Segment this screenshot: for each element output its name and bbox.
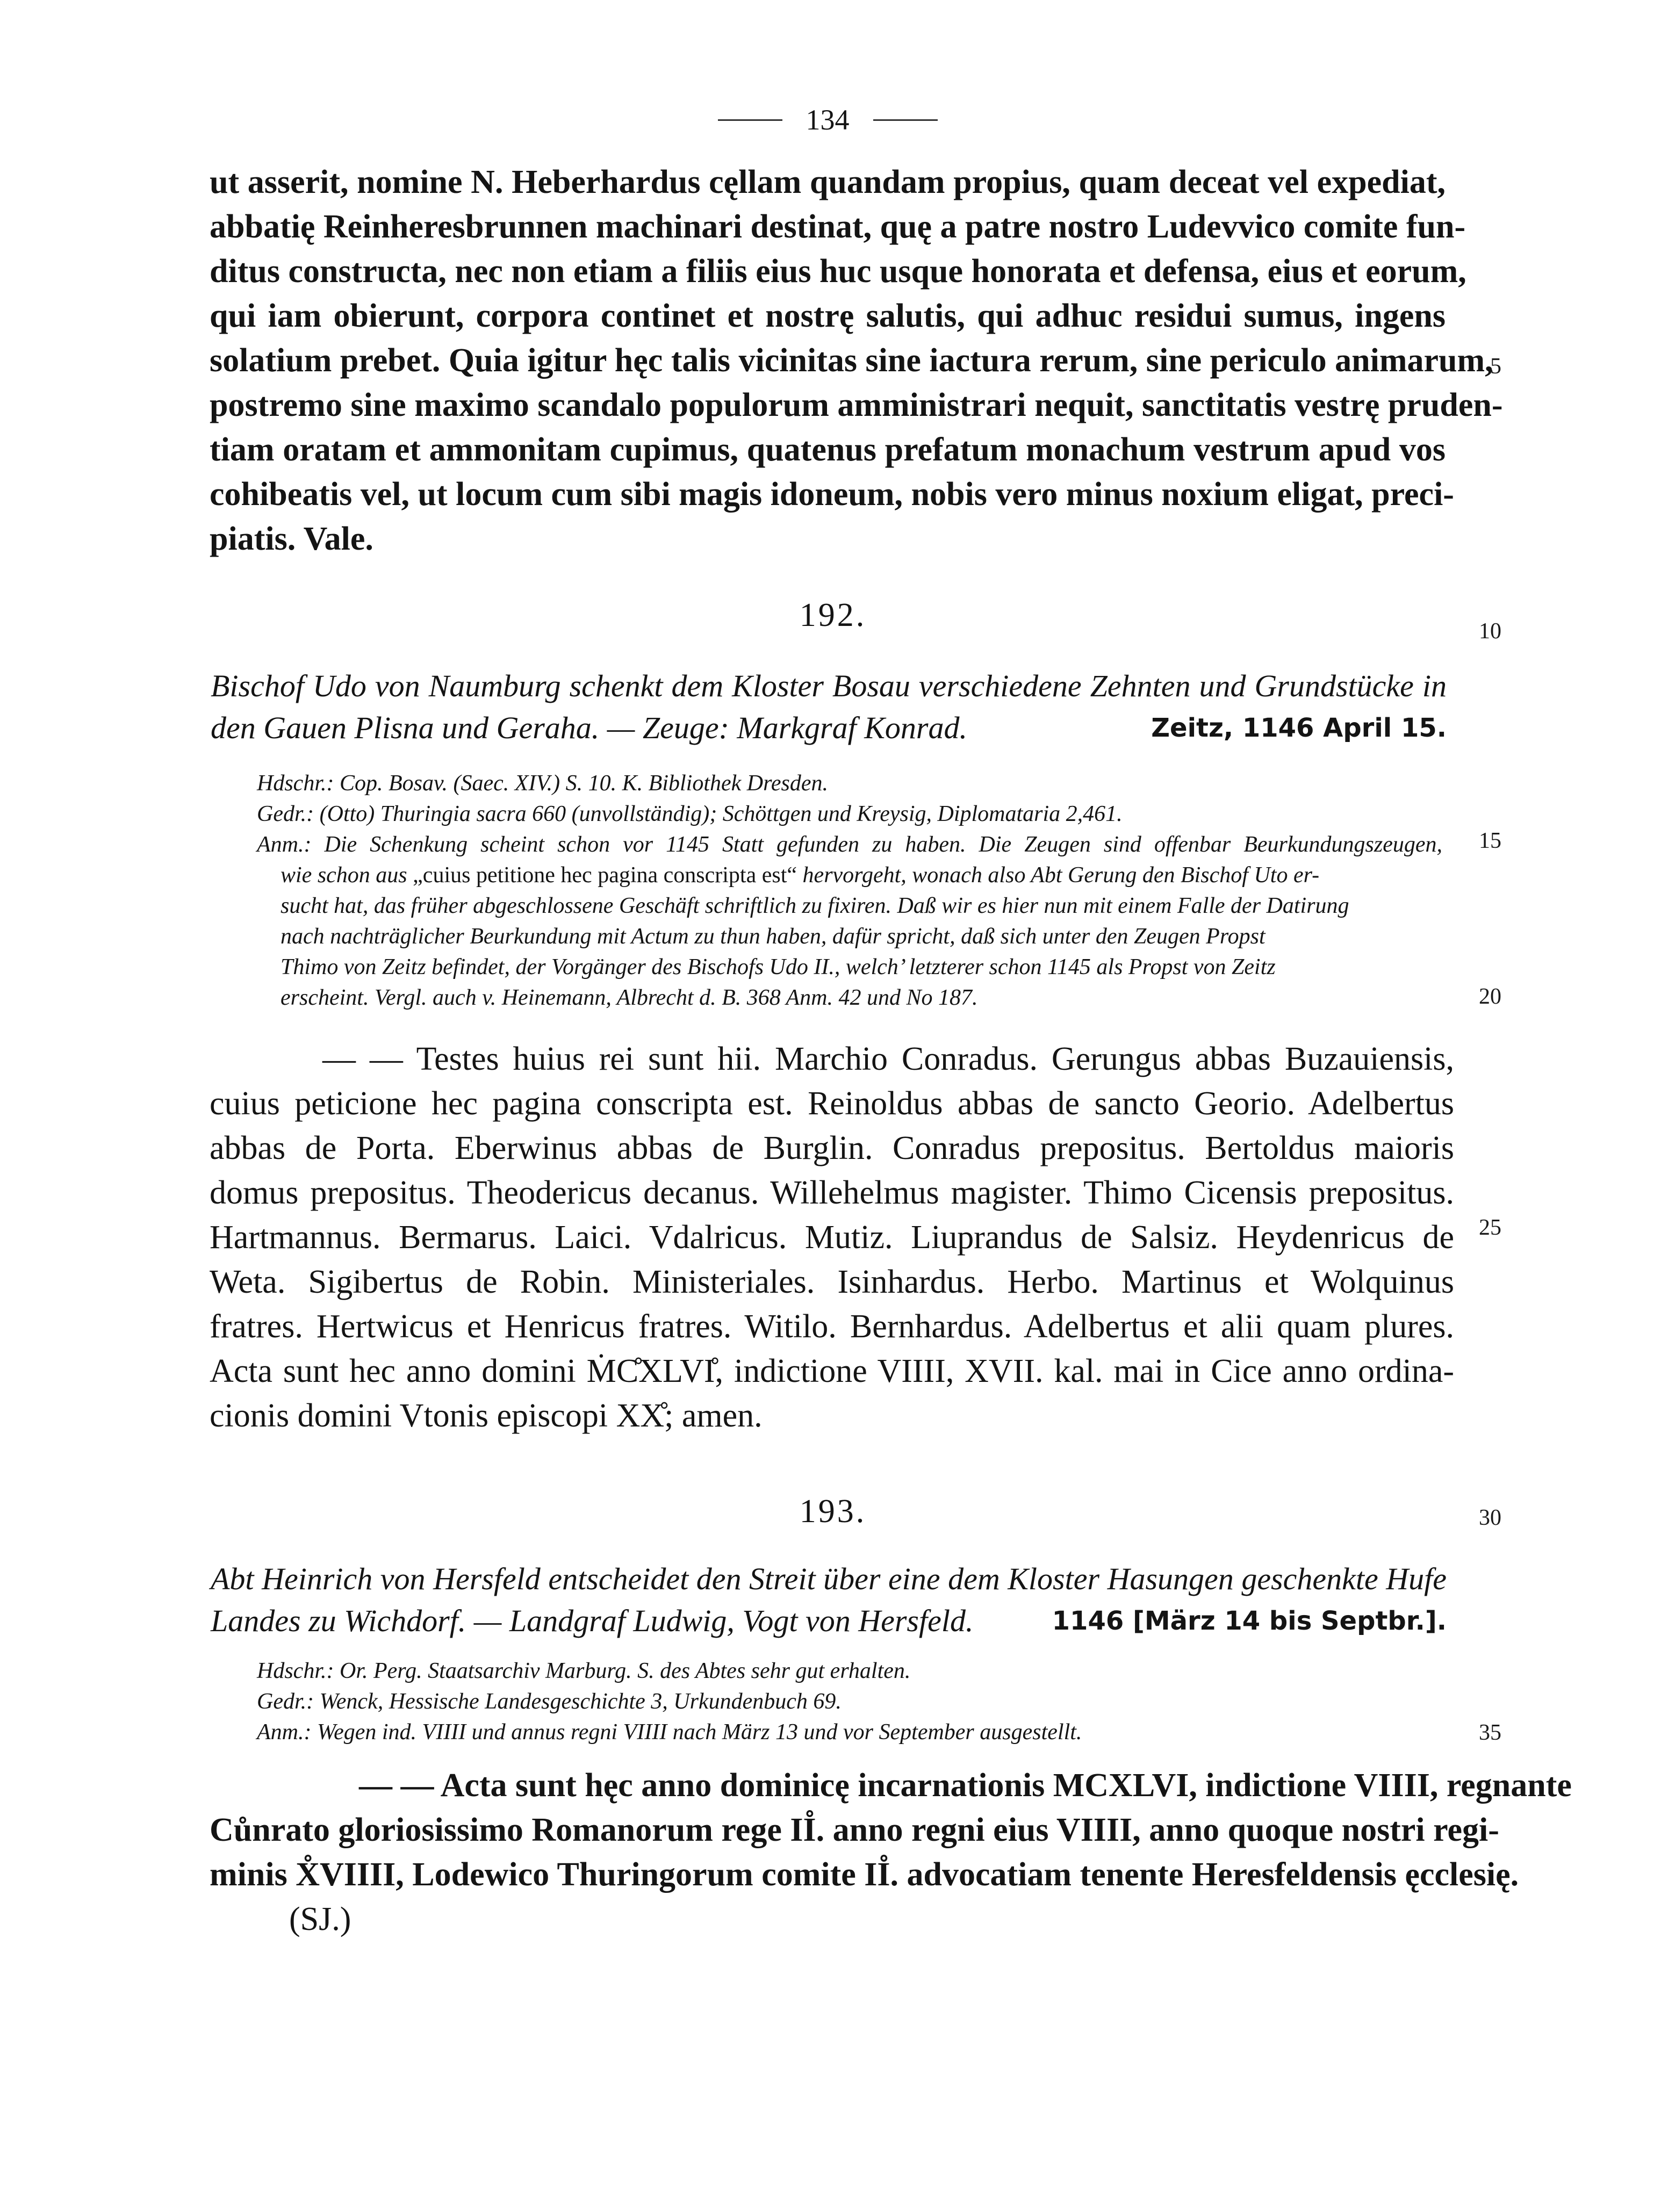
note-printed: Gedr.: (Otto) Thuringia sacra 660 (unvollständig); Schöttgen und Kreysig, Diplomataria 2,461. [257,802,1123,826]
note-remark-line: nach nachträglicher Beurkundung mit Actum zu thun haben, dafür spricht, daß sich unter den Zeugen Propst [281,924,1265,949]
text-line: postremo sine maximo scandalo populorum amministrari nequit, sanctitatis vestrę pruden- [210,387,1503,423]
text-line: — — Acta sunt hęc anno dominicę incarnationis MCXLVI, indictione VIIII, regnante [359,1767,1572,1804]
text-line: Cůnrato gloriosissimo Romanorum rege II̊. anno regni eius VIIII, anno quoque nostri regi- [210,1812,1499,1848]
text-line: qui iam obierunt, corpora continet et nostrę salutis, qui adhuc residui sumus, ingens [210,298,1446,334]
text-line: domus prepositus. Theodericus decanus. Willehelmus magister. Thimo Cicensis prepositus. [210,1175,1454,1211]
document-number-192: 192. [799,597,867,633]
text-line: — — Testes huius rei sunt hii. Marchio Conradus. Gerungus abbas Buzauiensis, [322,1041,1454,1077]
regest-line: Abt Heinrich von Hersfeld entscheidet den Streit über eine dem Kloster Hasungen geschenkte Hufe [211,1561,1447,1596]
apparatus-193 [257,1656,1442,1748]
note-manuscript: Hdschr.: Or. Perg. Staatsarchiv Marburg. S. des Abtes sehr gut erhalten. [257,1659,911,1683]
text-line: solatium prebet. Quia igitur hęc talis vicinitas sine iactura rerum, sine periculo animarum, [210,342,1493,379]
note-remark-line [257,860,1442,891]
note-text: hervorgeht, wonach also Abt Gerung den Bischof Uto er- [797,863,1320,888]
dating-192: Zeitz, 1146 April 15. [1151,713,1447,743]
text-line: cohibeatis vel, ut locum cum sibi magis idoneum, nobis vero minus noxium eligat, preci- [210,476,1454,513]
regest-192 [211,665,1447,749]
note-remark-line: Thimo von Zeitz befindet, der Vorgänger des Bischofs Udo II., welch’ letzterer schon 1145 als Propst von Zeitz [281,955,1276,979]
note-text: wie schon aus [281,863,413,888]
note-quote: „cuius petitione hec pagina conscripta est“ [413,863,797,888]
regest-line: Landes zu Wichdorf. — Landgraf Ludwig, Vogt von Hersfeld. [211,1603,974,1638]
document-number-193: 193. [799,1493,867,1530]
text-192 [210,1037,1454,1438]
regest-line: Bischof Udo von Naumburg schenkt dem Kloster Bosau verschiedene Zehnten und Grundstücke in [211,668,1447,703]
regest-193 [211,1558,1447,1642]
regest-row [211,707,1447,749]
note-remark: Anm.: Wegen ind. VIIII und annus regni VIIII nach März 13 und vor September ausgestellt. [257,1720,1082,1745]
line-number-10: 10 [1479,619,1501,644]
text-line: ditus constructa, nec non etiam a filiis eius huc usque honorata et defensa, eius et eorum, [210,253,1466,290]
regest-row [211,1600,1447,1642]
note-remark-line: erscheint. Vergl. auch v. Heinemann, Albrecht d. B. 368 Anm. 42 und No 187. [281,985,978,1010]
apparatus-192 [257,768,1442,1013]
text-line: cionis domini Vtonis episcopi XX̊; amen. [210,1397,763,1434]
note-remark: Anm.: Die Schenkung scheint schon vor 1145 Statt gefunden zu haben. Die Zeugen sind offenbar Beurkundungszeugen, [257,832,1442,857]
header-rule-left [718,119,782,121]
regest-line: den Gauen Plisna und Geraha. — Zeuge: Markgraf Konrad. [211,710,968,745]
header-rule-right [873,119,938,121]
page-header [682,96,973,144]
dating-193: 1146 [März 14 bis Septbr.]. [1052,1606,1447,1636]
line-number-15: 15 [1479,828,1501,853]
text-line: Hartmannus. Bermarus. Laici. Vdalricus. Mutiz. Liuprandus de Salsiz. Heydenricus de [210,1219,1454,1256]
text-line: piatis. Vale. [210,521,373,557]
text-line: abbas de Porta. Eberwinus abbas de Burglin. Conradus prepositus. Bertoldus maioris [210,1130,1454,1166]
page-number: 134 [806,104,850,136]
line-number-30: 30 [1479,1505,1501,1530]
text-line: tiam oratam et ammonitam cupimus, quatenus prefatum monachum vestrum apud vos [210,431,1446,468]
text-line: Weta. Sigibertus de Robin. Ministeriales. Isinhardus. Herbo. Martinus et Wolquinus [210,1264,1454,1300]
note-remark-line: sucht hat, das früher abgeschlossene Geschäft schriftlich zu fixiren. Daß wir es hier nun mit einem Falle der Datirung [281,894,1349,918]
text-line: abbatię Reinheresbrunnen machinari destinat, quę a patre nostro Ludevvico comite fun- [210,208,1466,245]
intro-paragraph [210,160,1503,561]
text-line: (SJ.) [289,1901,351,1937]
text-line: minis X̊VIIII, Lodewico Thuringorum comite II̊. advocatiam tenente Heresfeldensis ęcclesię. [210,1856,1519,1893]
text-line: fratres. Hertwicus et Henricus fratres. Witilo. Bernhardus. Adelbertus et alii quam plures. [210,1308,1454,1345]
line-number-20: 20 [1479,984,1501,1009]
text-line: Acta sunt hec anno domini ṀC̊XLVI̊, indictione VIIII, XVII. kal. mai in Cice anno ordina- [210,1353,1454,1389]
text-line: cuius peticione hec pagina conscripta est. Reinoldus abbas de sancto Georio. Adelbertus [210,1085,1454,1122]
note-printed: Gedr.: Wenck, Hessische Landesgeschichte 3, Urkundenbuch 69. [257,1689,842,1714]
text-line: ut asserit, nomine N. Heberhardus cęllam quandam propius, quam deceat vel expediat, [210,164,1446,200]
line-number-25: 25 [1479,1215,1501,1240]
line-number-35: 35 [1479,1720,1501,1745]
text-193 [210,1763,1572,1942]
line-number-5: 5 [1490,354,1501,379]
note-manuscript: Hdschr.: Cop. Bosav. (Saec. XIV.) S. 10. K. Bibliothek Dresden. [257,771,829,796]
